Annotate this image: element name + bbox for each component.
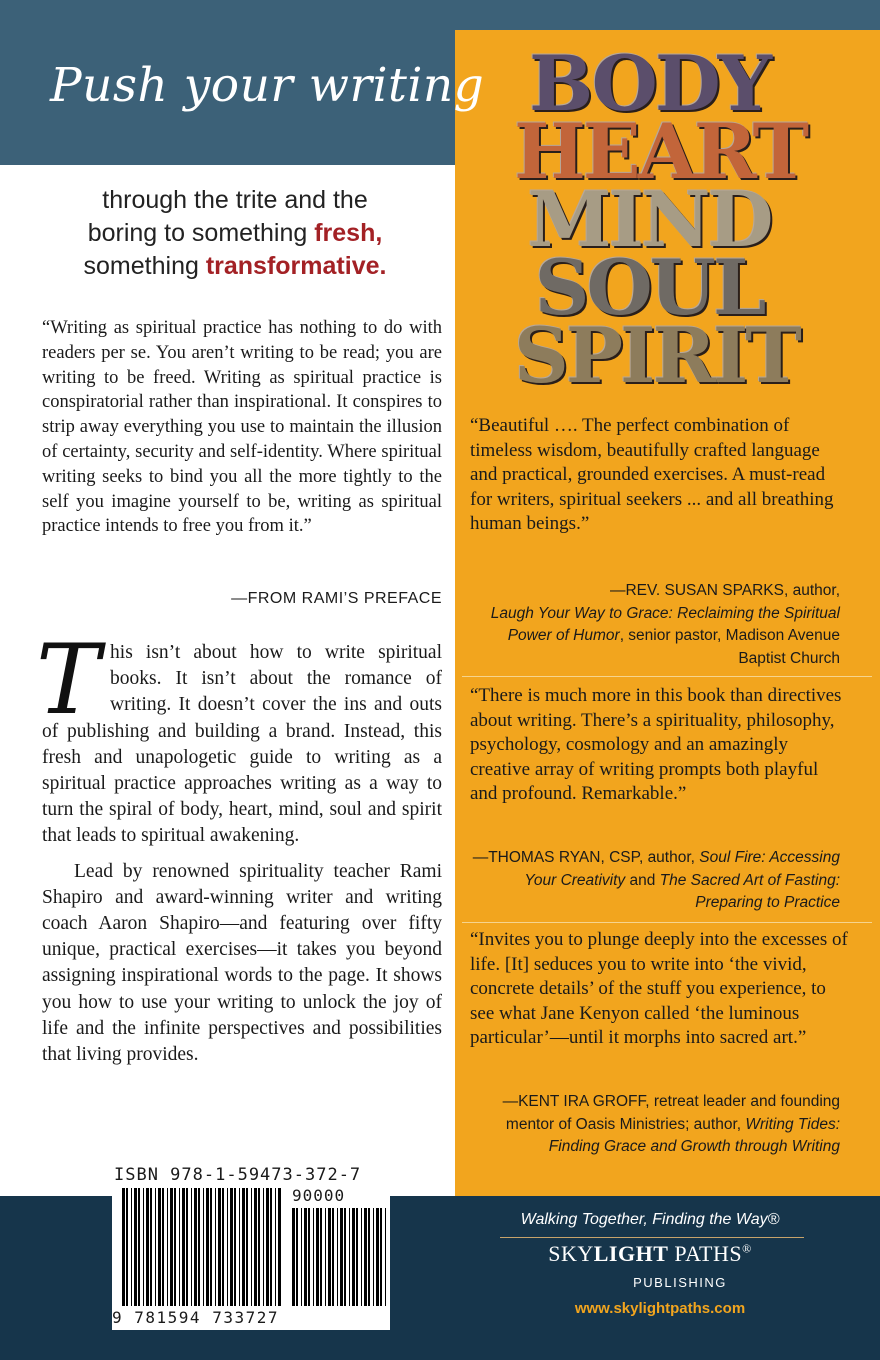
title-block: [514, 39, 807, 400]
title-word-body: BODY: [528, 39, 769, 128]
review-3-attribution: —KENT IRA GROFF, retreat leader and founding mentor of Oasis Ministries; author, Writing Tides: Finding Grace and Growth through Writing: [502, 1093, 840, 1155]
publisher-website[interactable]: www.skylightpaths.com: [574, 1300, 746, 1317]
review-2-attribution: —THOMAS RYAN, CSP, author, Soul Fire: Accessing Your Creativity and The Sacred Art of Fasting: Preparing to Practice: [472, 849, 840, 911]
review-1-attribution: —REV. SUSAN SPARKS, author, Laugh Your Way to Grace: Reclaiming the Spiritual Power of Humor, senior pastor, Madison Avenue Baptist Church: [490, 582, 840, 667]
title-word-soul: SOUL: [534, 243, 764, 332]
title-word-mind: MIND: [527, 175, 771, 264]
publisher-slogan: Walking Together, Finding the Way®: [520, 1211, 780, 1228]
drop-cap: T: [36, 624, 101, 736]
cover-tagline: Push your writing: [50, 58, 485, 113]
headline-line-1: through the trite and the: [102, 186, 368, 214]
publisher-imprint: PUBLISHING: [633, 1275, 727, 1290]
headline-transformative: transformative.: [205, 252, 387, 280]
review-2-quote: “There is much more in this book than directives about writing. There’s a spirituality, philosophy, psychology, cosmology and an amazingly creative array of writing prompts both playful and profound. Remarkable.”: [470, 685, 842, 805]
review-1-quote: “Beautiful …. The perfect combination of timeless wisdom, beautifully crafted language and practical, grounded exercises. A must-read for writers, spiritual seekers ... and all breathing human beings.”: [470, 415, 834, 535]
headline: [30, 184, 440, 283]
price-code: 90000: [292, 1186, 346, 1205]
title-word-spirit: SPIRIT: [514, 311, 799, 400]
description-paragraph-2: Lead by renowned spirituality teacher Rami Shapiro and award-winning writer and writing coach Aaron Shapiro—and featuring over fifty unique, practical exercises—it takes you beyond assigning inspirational words to the page. It shows you how to use your writing to unlock the joy of life and the infinite perspectives and possibilities that living provides.: [42, 860, 442, 1066]
review-divider-2: [462, 922, 872, 923]
review-3-quote: “Invites you to plunge deeply into the excesses of life. [It] seduces you to write into ‘the vivid, concrete details’ of the stuff you experience, to see what Jane Kenyon called ‘the luminous particular’—until it morphs into sacred art.”: [470, 929, 848, 1049]
book-description: [36, 624, 442, 1077]
description-paragraph-1: his isn’t about how to write spiritual books. It isn’t about the romance of writing. It doesn’t cover the ins and outs of publishing and building a brand. Instead, this fresh and unapologetic guide to writing as a spiritual practice approaches writing as a way to turn the spiral of body, heart, mind, soul and spirit that leads to spiritual awakening.: [42, 642, 442, 847]
preface-attribution: —FROM RAMI’S PREFACE: [231, 590, 442, 607]
title-word-heart: HEART: [514, 107, 807, 196]
headline-fresh: fresh,: [314, 219, 383, 247]
isbn-label: ISBN 978-1-59473-372-7: [114, 1165, 362, 1185]
review-divider-1: [462, 676, 872, 677]
barcode-addon-bars: [292, 1208, 386, 1306]
barcode-digits: 9 781594 733727: [112, 1308, 279, 1327]
barcode: [112, 1165, 390, 1330]
preface-quote: “Writing as spiritual practice has nothing to do with readers per se. You aren’t writing to be read; you are writing to be freed. Writing as spiritual practice is conspiratorial rather than inspirational. It conspires to strip away everything you use to maintain the illusion of certainty, security and self-identity. Where spiritual writing seeks to bind you all the more tightly to the self you imagine yourself to be, writing as spiritual practice intends to free you from it.”: [42, 318, 442, 537]
headline-line-2: boring to something fresh,: [87, 219, 383, 247]
slogan-rule: [500, 1237, 804, 1238]
publisher-logo: SKYLIGHT PATHS®: [548, 1241, 752, 1266]
barcode-main-bars: [122, 1188, 282, 1306]
headline-line-3: something transformative.: [83, 252, 387, 280]
